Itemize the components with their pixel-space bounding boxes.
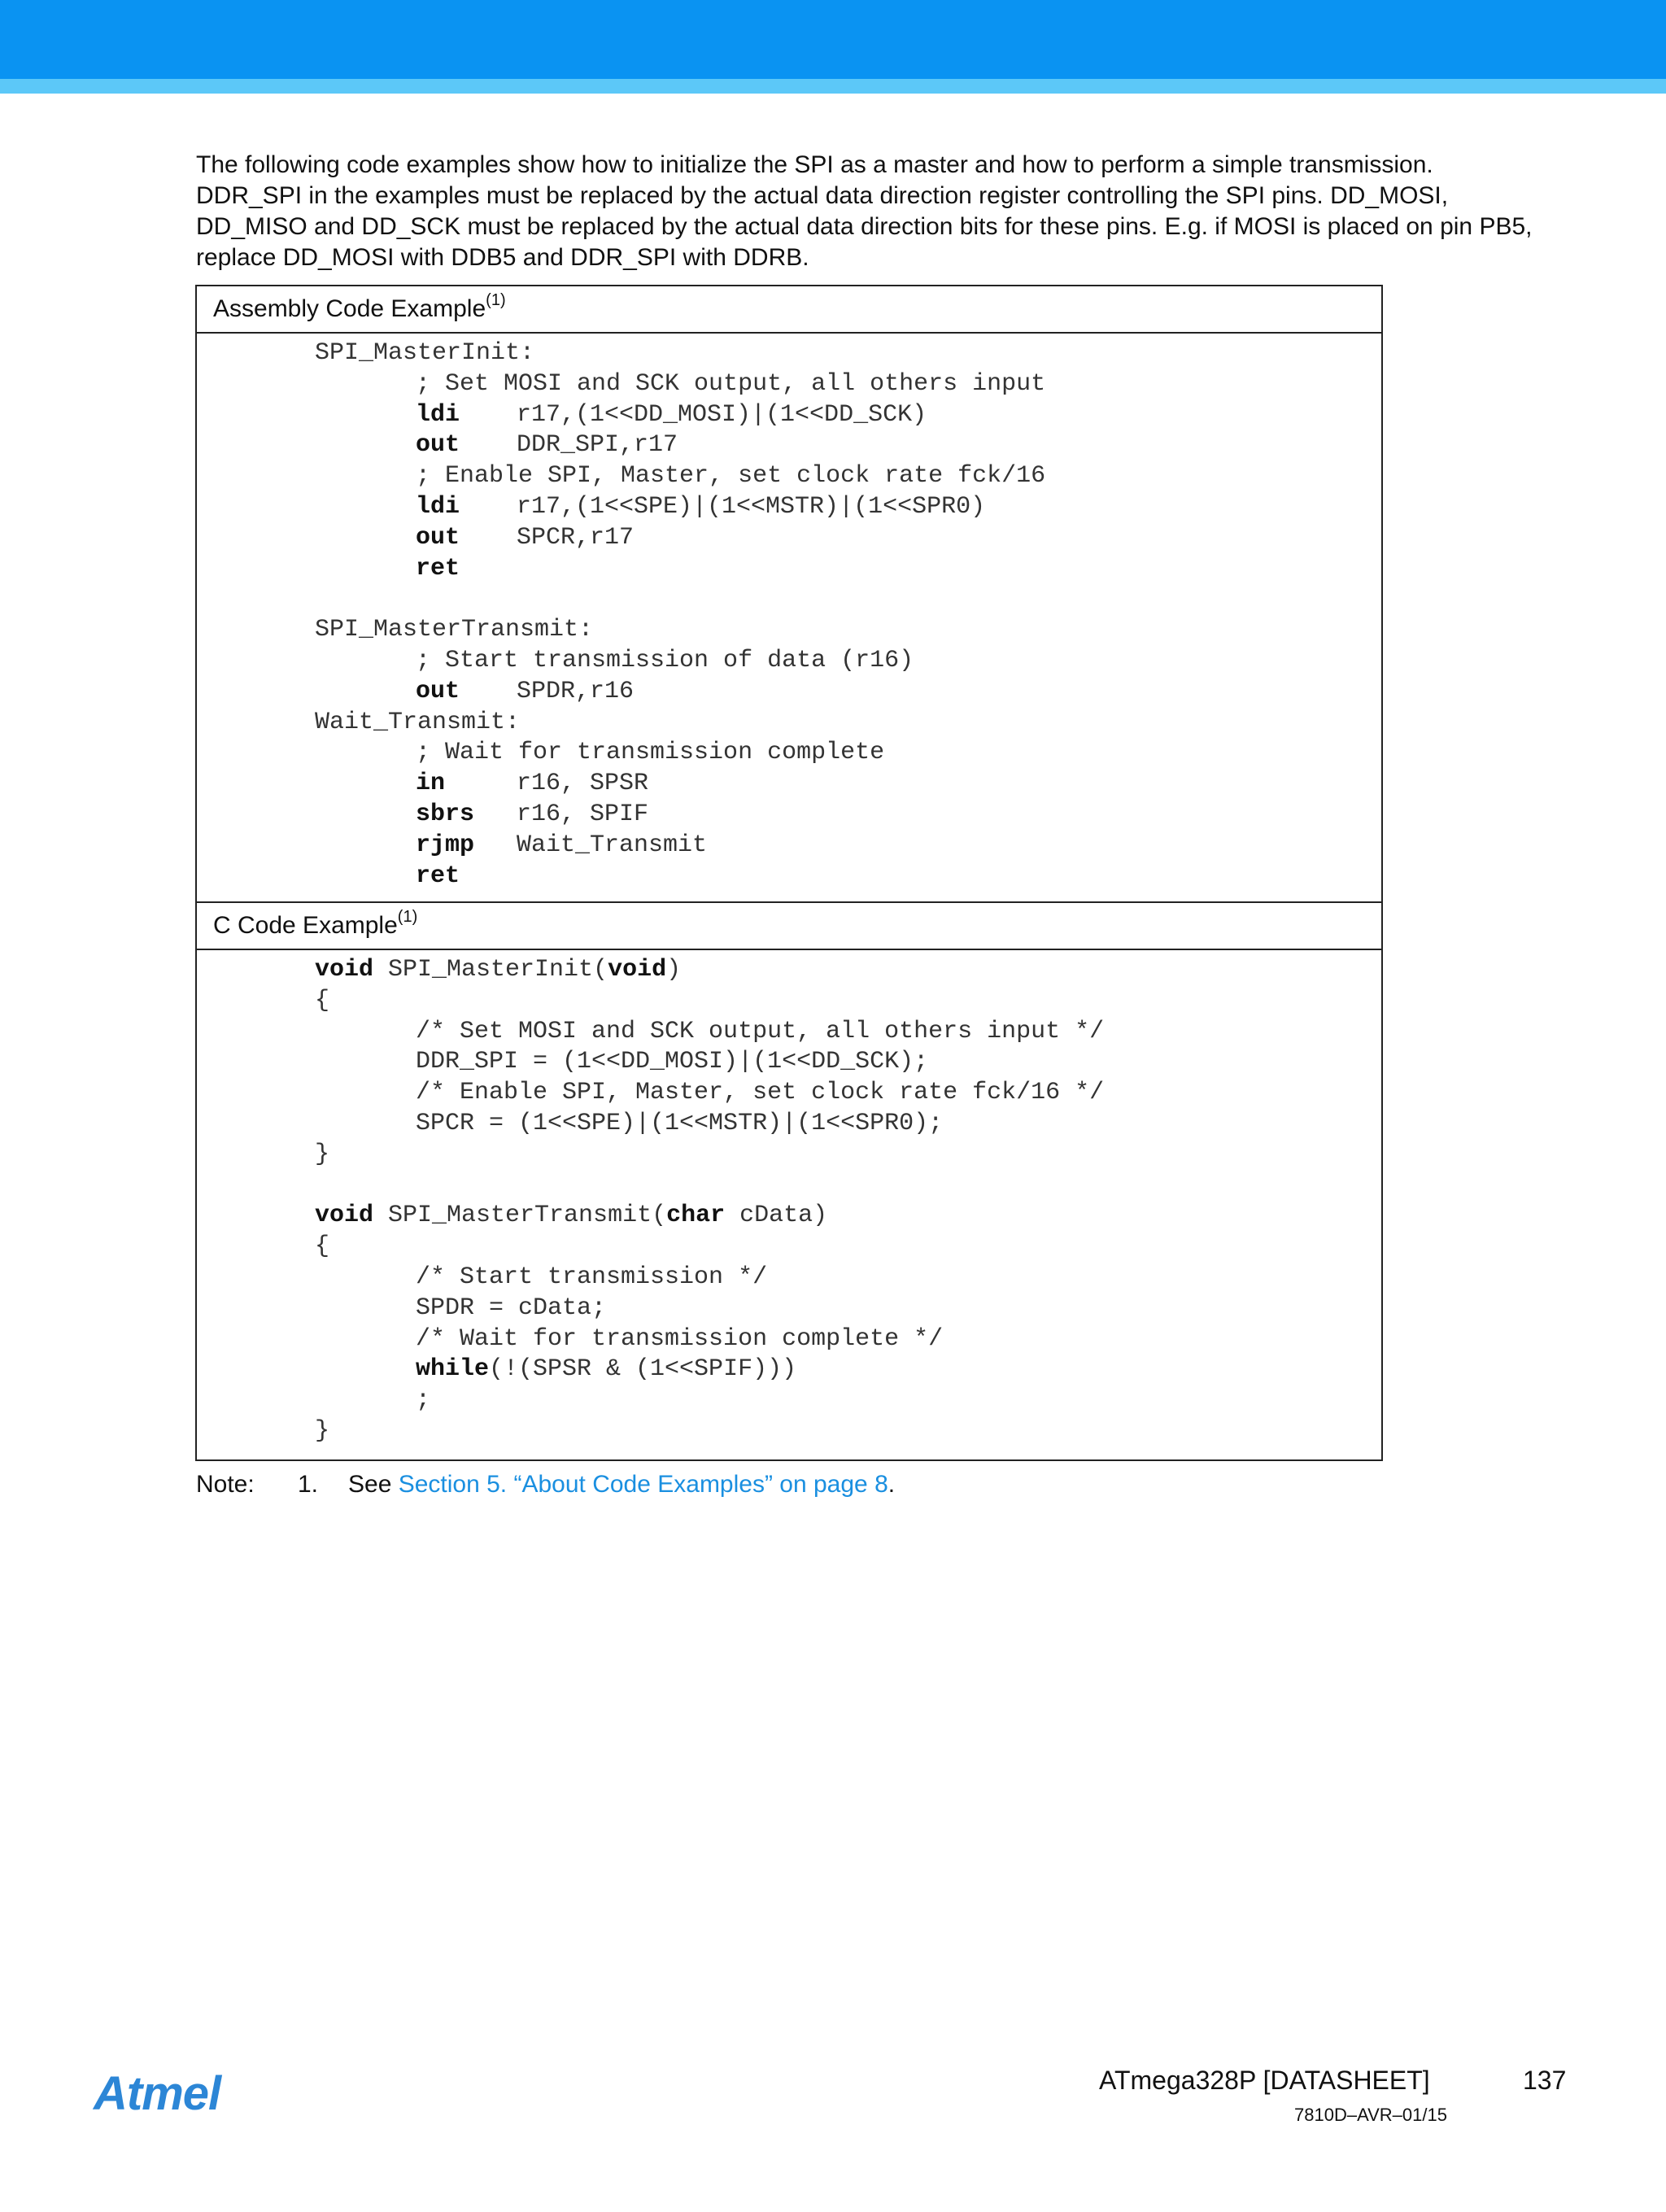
note-label: Note:	[196, 1471, 255, 1498]
operands: r17,(1<<DD_MOSI)|(1<<DD_SCK)	[517, 400, 927, 429]
operands: SPCR,r17	[517, 523, 635, 552]
code-text: DDR_SPI = (1<<DD_MOSI)|(1<<DD_SCK);	[416, 1048, 929, 1076]
code-line	[197, 1263, 1381, 1294]
code-comment: ; Start transmission of data (r16)	[416, 646, 914, 674]
keyword: void	[315, 956, 374, 984]
mnemonic: out	[416, 523, 460, 552]
code-line	[197, 1201, 1381, 1232]
note-prefix: See	[348, 1471, 399, 1498]
c-section-title: C Code Example	[213, 912, 398, 939]
code-line	[197, 523, 1381, 554]
operands: r17,(1<<SPE)|(1<<MSTR)|(1<<SPR0)	[517, 492, 986, 521]
mnemonic: out	[416, 677, 460, 705]
keyword: while	[416, 1355, 490, 1384]
assembly-section-header	[197, 286, 1381, 334]
code-text: SPI_MasterInit(	[373, 956, 608, 984]
code-examples-table	[195, 285, 1383, 1461]
page-number: 137	[1523, 2066, 1567, 2095]
code-line	[197, 831, 1381, 862]
intro-line: The following code examples show how to initialize the SPI as a master and how to perform a simple transmission.	[196, 151, 1433, 178]
code-line	[197, 1078, 1381, 1109]
atmel-logo: Atmel	[94, 2067, 221, 2120]
code-text: SPDR = cData;	[416, 1294, 607, 1322]
operands: r16, SPIF	[517, 800, 649, 828]
code-line	[197, 862, 1381, 892]
code-line	[197, 1385, 1381, 1416]
code-text: (!(SPSR & (1<<SPIF)))	[489, 1355, 797, 1384]
code-line	[197, 615, 1381, 646]
code-line	[197, 955, 1381, 986]
code-line	[197, 1416, 1381, 1447]
code-comment: /* Enable SPI, Master, set clock rate fck/16 */	[416, 1079, 1105, 1107]
code-line	[197, 1294, 1381, 1324]
code-text: {	[315, 986, 330, 1014]
header-stripe	[0, 79, 1666, 94]
mnemonic: ldi	[416, 492, 460, 521]
mnemonic: out	[416, 431, 460, 460]
operands: r16, SPSR	[517, 770, 649, 798]
intro-paragraph	[196, 150, 1579, 273]
code-line	[197, 646, 1381, 677]
code-line	[197, 461, 1381, 492]
code-line	[197, 677, 1381, 708]
c-code-block	[197, 950, 1381, 1459]
footnote-ref: (1)	[486, 291, 506, 309]
section-link[interactable]: Section 5. “About Code Examples” on page 8	[398, 1471, 888, 1498]
code-label: Wait_Transmit:	[315, 708, 521, 736]
keyword: char	[666, 1202, 726, 1230]
code-line	[197, 1232, 1381, 1263]
mnemonic: rjmp	[416, 831, 475, 859]
code-line	[197, 1047, 1381, 1078]
mnemonic: in	[416, 770, 446, 798]
code-line	[197, 800, 1381, 831]
footer-doc-title: ATmega328P [DATASHEET]	[1099, 2066, 1430, 2095]
mnemonic: ret	[416, 862, 460, 890]
code-line	[197, 1017, 1381, 1048]
code-line	[197, 554, 1381, 585]
code-line	[197, 492, 1381, 523]
code-comment: /* Wait for transmission complete */	[416, 1324, 944, 1353]
code-comment: /* Start transmission */	[416, 1263, 768, 1291]
mnemonic: ldi	[416, 400, 460, 429]
code-text: SPI_MasterTransmit(	[373, 1202, 667, 1230]
code-text: {	[315, 1233, 330, 1261]
c-section-header	[197, 903, 1381, 950]
code-line	[197, 738, 1381, 769]
footnote-ref: (1)	[397, 908, 418, 926]
code-line	[197, 708, 1381, 739]
code-line	[197, 338, 1381, 369]
assembly-section-title: Assembly Code Example	[213, 295, 486, 322]
blank-line	[197, 584, 1381, 615]
intro-line: replace DD_MOSI with DDB5 and DDR_SPI with DDRB.	[196, 244, 809, 271]
note-suffix: .	[888, 1471, 896, 1498]
code-text: SPCR = (1<<SPE)|(1<<MSTR)|(1<<SPR0);	[416, 1109, 944, 1137]
code-text: cData)	[725, 1202, 828, 1230]
note-number: 1.	[298, 1471, 319, 1498]
code-label: SPI_MasterInit:	[315, 339, 535, 367]
blank-line	[197, 1171, 1381, 1202]
footnote	[196, 1469, 895, 1500]
code-line	[197, 369, 1381, 400]
code-line	[197, 430, 1381, 461]
code-line	[197, 1324, 1381, 1355]
header-bar	[0, 0, 1666, 79]
operands: DDR_SPI,r17	[517, 431, 678, 460]
operands: SPDR,r16	[517, 677, 635, 705]
code-label: SPI_MasterTransmit:	[315, 616, 594, 644]
code-text: }	[315, 1416, 330, 1445]
intro-line: DD_MISO and DD_SCK must be replaced by the actual data direction bits for these pins. E.g. if MOSI is placed on pin PB5,	[196, 213, 1533, 240]
code-line	[197, 1355, 1381, 1385]
assembly-code-block	[197, 334, 1381, 903]
keyword: void	[315, 1202, 374, 1230]
operands: Wait_Transmit	[517, 831, 708, 859]
code-line	[197, 986, 1381, 1017]
code-comment: ; Enable SPI, Master, set clock rate fck/16	[416, 462, 1046, 491]
keyword: void	[608, 956, 667, 984]
code-text: )	[666, 956, 682, 984]
code-comment: ; Wait for transmission complete	[416, 739, 885, 767]
code-text: ;	[416, 1386, 431, 1415]
code-line	[197, 1140, 1381, 1171]
code-line	[197, 769, 1381, 800]
code-text: }	[315, 1140, 330, 1168]
code-line	[197, 1109, 1381, 1140]
mnemonic: sbrs	[416, 800, 475, 828]
document-revision: 7810D–AVR–01/15	[1294, 2105, 1447, 2125]
code-comment: /* Set MOSI and SCK output, all others input */	[416, 1017, 1105, 1045]
mnemonic: ret	[416, 554, 460, 582]
code-comment: ; Set MOSI and SCK output, all others input	[416, 369, 1046, 398]
code-line	[197, 400, 1381, 431]
intro-line: DDR_SPI in the examples must be replaced by the actual data direction register controlling the SPI pins. DD_MOSI,	[196, 182, 1449, 209]
